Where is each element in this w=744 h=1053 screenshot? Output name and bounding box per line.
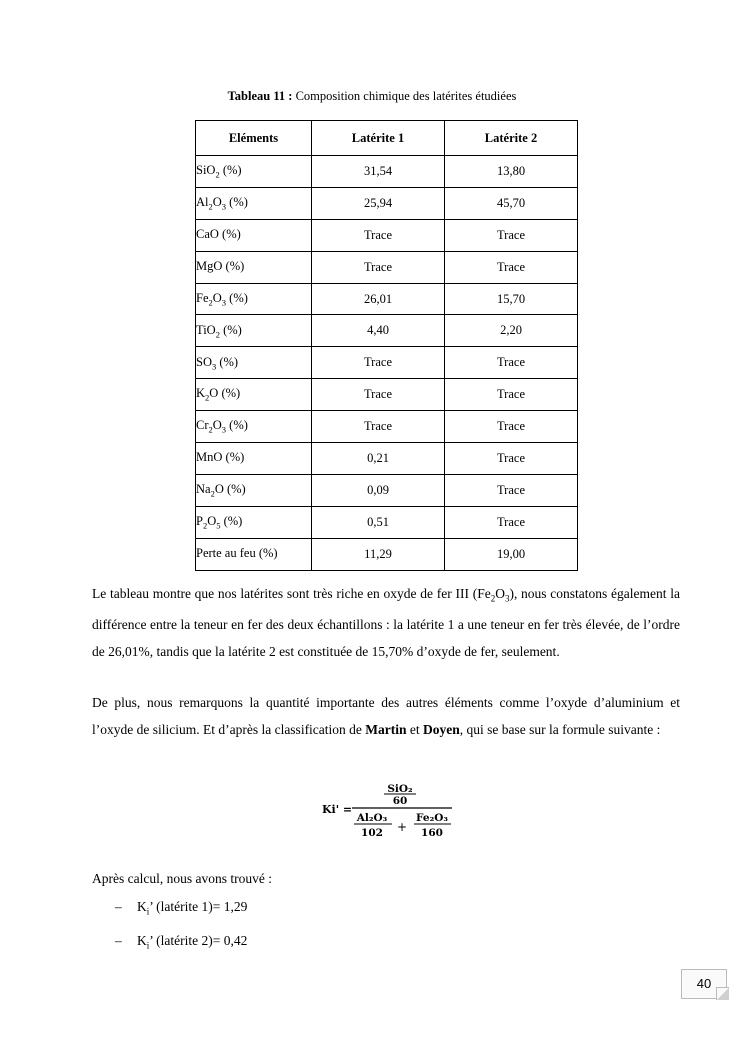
author-doyen: Doyen: [423, 721, 460, 737]
laterite-1-value: Trace: [312, 219, 445, 251]
table-row: [196, 347, 578, 379]
table-row: [196, 219, 578, 251]
laterite-2-value: Trace: [445, 443, 578, 475]
page-curl-icon: [716, 987, 729, 1000]
formula-plus: +: [396, 820, 408, 834]
table-row: [196, 538, 578, 570]
laterite-2-value: 19,00: [445, 538, 578, 570]
table-header-row: [196, 121, 578, 156]
laterite-2-value: Trace: [445, 347, 578, 379]
element-cell: CaO (%): [196, 219, 312, 251]
laterite-1-value: 31,54: [312, 156, 445, 188]
laterite-2-value: Trace: [445, 506, 578, 538]
formula-d2-bottom: 160: [421, 827, 443, 839]
element-cell: $Cr_2O_3$ (%): [196, 411, 312, 443]
element-cell: MgO (%): [196, 251, 312, 283]
element-cell: MnO (%): [196, 443, 312, 475]
formula-lhs: Ki' =: [322, 803, 353, 816]
laterite-1-value: 0,21: [312, 443, 445, 475]
laterite-2-value: Trace: [445, 219, 578, 251]
element-cell: $SO_3$ (%): [196, 347, 312, 379]
laterite-1-value: Trace: [312, 411, 445, 443]
paragraph-classification: De plus, nous remarquons la quantité importante des autres éléments comme l’oxyde d’aluminium et l’oxyde de silicium. Et d’après la classification de Martin et Doyen, qui se base sur la formule suivante :: [92, 695, 680, 737]
formula-num-bottom: 60: [392, 795, 408, 807]
element-cell: $Fe_2O_3$ (%): [196, 283, 312, 315]
laterite-2-value: Trace: [445, 379, 578, 411]
element-cell: $K_2O$ (%): [196, 379, 312, 411]
formula-d1-top: Al₂O₃: [356, 812, 388, 824]
laterite-2-value: Trace: [445, 411, 578, 443]
table-row: [196, 443, 578, 475]
laterite-1-value: Trace: [312, 347, 445, 379]
laterite-2-value: 15,70: [445, 283, 578, 315]
laterite-1-value: 25,94: [312, 187, 445, 219]
formula-d1-bottom: 102: [361, 827, 383, 839]
laterite-2-value: 13,80: [445, 156, 578, 188]
table-row: [196, 187, 578, 219]
page-number-badge: 40: [681, 969, 727, 999]
caption-label: Tableau 11 :: [227, 89, 293, 103]
author-martin: Martin: [365, 721, 407, 737]
paragraph-result-intro: Après calcul, nous avons trouvé :: [92, 871, 272, 886]
result-item-laterite-2: – $K_i$’ (latérite 2)= 0,42: [115, 933, 248, 951]
table-row: [196, 283, 578, 315]
laterite-1-value: 0,09: [312, 474, 445, 506]
element-cell: $P_2O_5$ (%): [196, 506, 312, 538]
paragraph-iron-content: Le tableau montre que nos latérites sont très riche en oxyde de fer III $(Fe_2O_3)$, nous constatons également la différence entre la teneur en fer des deux échantillons : la latérite 1 a une teneur en fer très élevée, de l’ordre de 26,01%, tandis que la latérite 2 est constituée de 15,70% d’oxyde de fer, seulement.: [92, 586, 680, 659]
laterite-1-value: 26,01: [312, 283, 445, 315]
header-laterite-2: Latérite 2: [445, 121, 578, 156]
laterite-1-value: 0,51: [312, 506, 445, 538]
laterite-2-value: 2,20: [445, 315, 578, 347]
ki-formula-image: [320, 776, 460, 840]
formula-d2-top: Fe₂O₃: [416, 812, 448, 824]
caption-text: Composition chimique des latérites étudiées: [292, 89, 517, 103]
element-cell: TiO$_2$ (%): [196, 315, 312, 347]
table-row: [196, 411, 578, 443]
formula-num-top: SiO₂: [387, 783, 413, 795]
table-row: [196, 156, 578, 188]
element-cell: $Al_2O_3$ (%): [196, 187, 312, 219]
header-elements: Eléments: [196, 121, 312, 156]
laterite-1-value: 4,40: [312, 315, 445, 347]
table-caption: [0, 89, 744, 104]
composition-table: [195, 120, 578, 571]
table-row: [196, 506, 578, 538]
element-cell: $Na_2O$ (%): [196, 474, 312, 506]
laterite-1-value: 11,29: [312, 538, 445, 570]
laterite-2-value: 45,70: [445, 187, 578, 219]
table-row: [196, 474, 578, 506]
table-row: [196, 251, 578, 283]
table-row: [196, 379, 578, 411]
result-item-laterite-1: – $K_i$’ (latérite 1)= 1,29: [115, 899, 248, 917]
laterite-1-value: Trace: [312, 251, 445, 283]
header-laterite-1: Latérite 1: [312, 121, 445, 156]
table-row: [196, 315, 578, 347]
laterite-2-value: Trace: [445, 251, 578, 283]
element-cell: Perte au feu (%): [196, 538, 312, 570]
element-cell: SiO$_2$ (%): [196, 156, 312, 188]
laterite-2-value: Trace: [445, 474, 578, 506]
laterite-1-value: Trace: [312, 379, 445, 411]
